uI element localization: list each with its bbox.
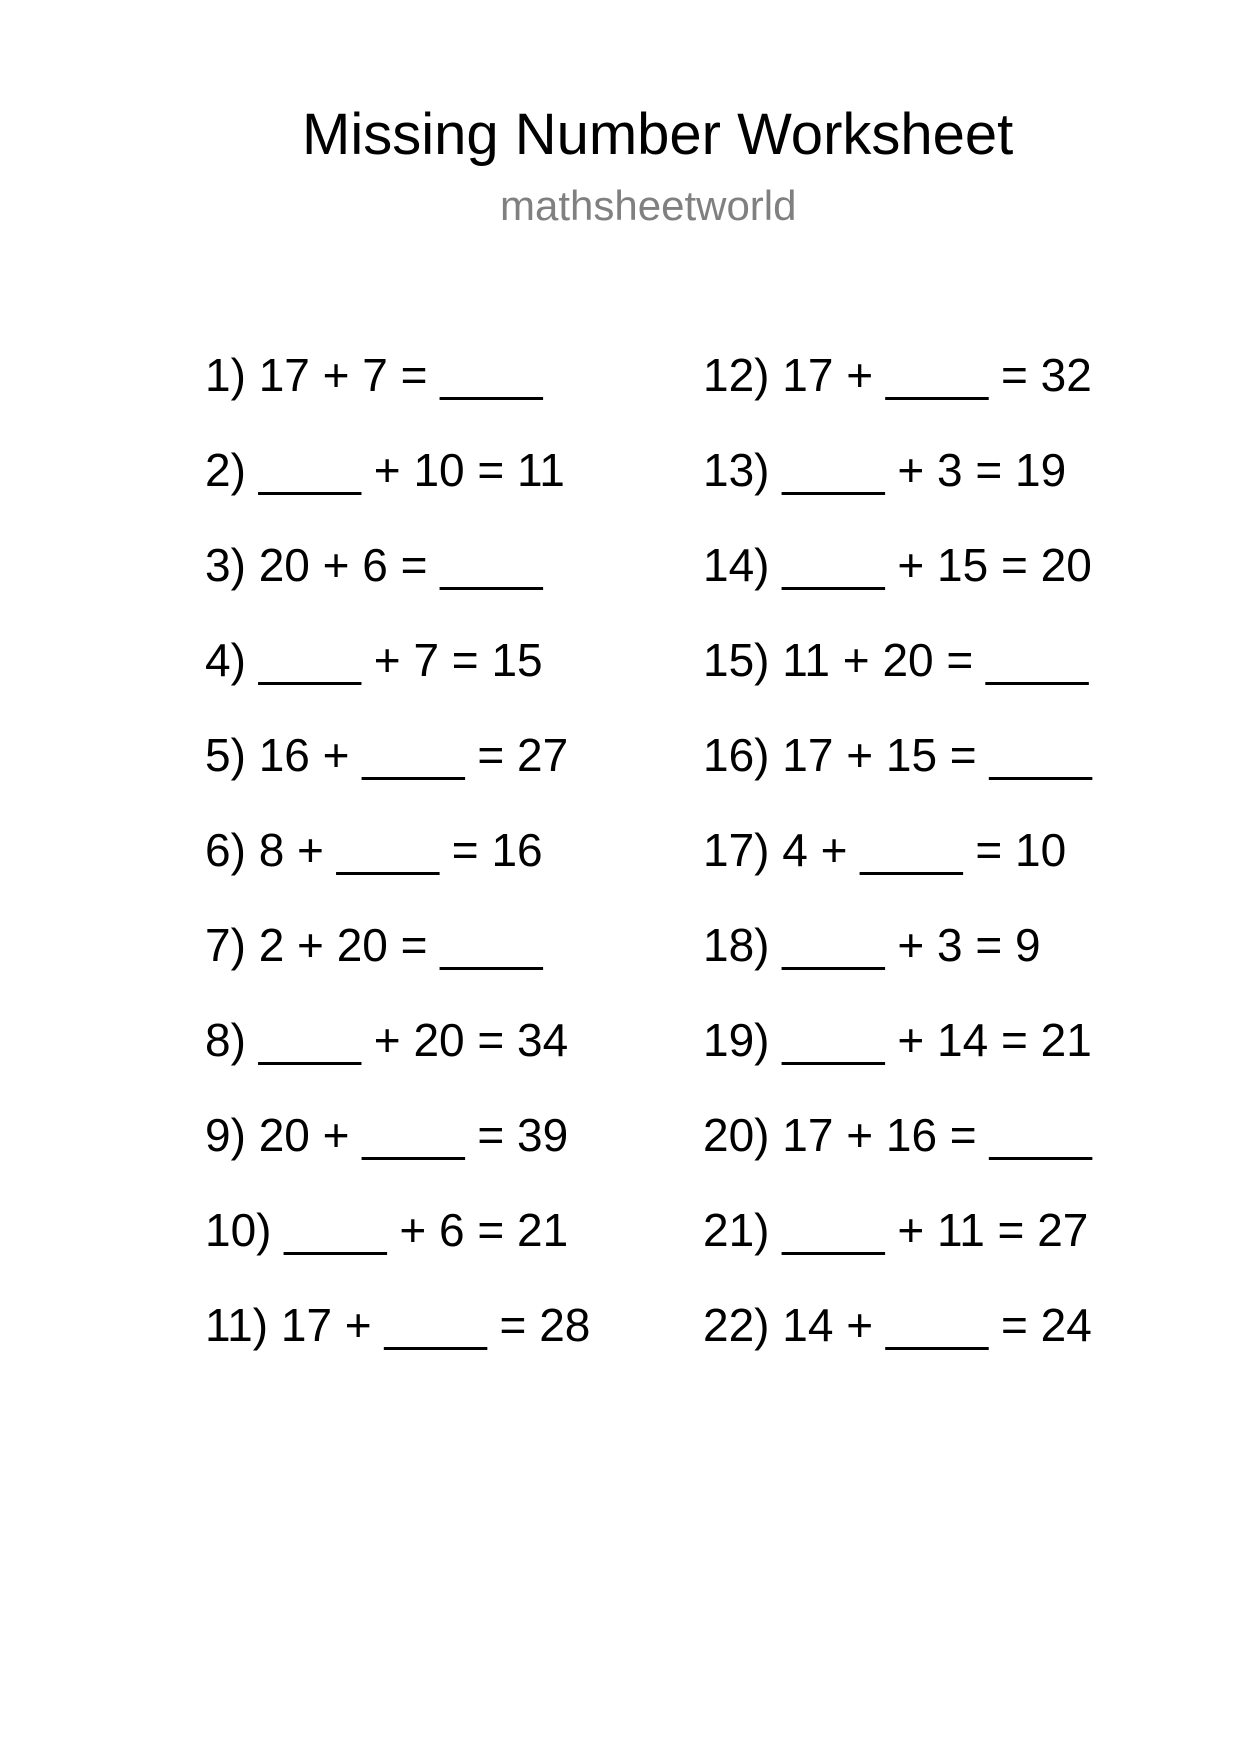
problem-number: 20) [703, 1109, 770, 1161]
problem-number: 17) [703, 824, 770, 876]
problem-equation: ____ + 15 = 20 [782, 539, 1092, 591]
problem-number: 11) [205, 1299, 269, 1351]
problem-3 [205, 539, 590, 637]
problem-number: 7) [205, 919, 246, 971]
problem-equation: 17 + ____ = 32 [782, 349, 1092, 401]
problem-number: 18) [703, 919, 770, 971]
problem-number: 9) [205, 1109, 246, 1161]
problem-column-right [703, 349, 1092, 1397]
problem-number: 4) [205, 634, 246, 686]
problem-20 [703, 1109, 1092, 1207]
problem-13 [703, 444, 1092, 542]
problem-10 [205, 1204, 590, 1302]
problem-6 [205, 824, 590, 922]
worksheet-title: Missing Number Worksheet [302, 102, 1014, 167]
problem-9 [205, 1109, 590, 1207]
problem-equation: 17 + 7 = ____ [258, 349, 543, 401]
problem-number: 10) [205, 1204, 272, 1256]
problem-12 [703, 349, 1092, 447]
problem-5 [205, 729, 590, 827]
problem-equation: 2 + 20 = ____ [258, 919, 543, 971]
problem-21 [703, 1204, 1092, 1302]
problem-number: 19) [703, 1014, 770, 1066]
problem-8 [205, 1014, 590, 1112]
problem-equation: 16 + ____ = 27 [258, 729, 569, 781]
problem-equation: ____ + 11 = 27 [782, 1204, 1089, 1256]
problem-number: 3) [205, 539, 246, 591]
problem-15 [703, 634, 1092, 732]
problem-equation: ____ + 14 = 21 [782, 1014, 1092, 1066]
problem-number: 14) [703, 539, 770, 591]
problem-equation: 4 + ____ = 10 [782, 824, 1067, 876]
problem-equation: 14 + ____ = 24 [782, 1299, 1092, 1351]
problem-number: 6) [205, 824, 246, 876]
problem-14 [703, 539, 1092, 637]
problem-equation: 17 + 16 = ____ [782, 1109, 1092, 1161]
problem-number: 15) [703, 634, 770, 686]
problem-equation: 11 + 20 = ____ [782, 634, 1089, 686]
problem-column-left [205, 349, 591, 1397]
problem-2 [205, 444, 590, 542]
problem-18 [703, 919, 1092, 1017]
problem-number: 12) [703, 349, 770, 401]
problem-number: 5) [205, 729, 246, 781]
worksheet-subtitle: mathsheetworld [500, 182, 797, 229]
problem-equation: 17 + ____ = 28 [280, 1299, 591, 1351]
problem-19 [703, 1014, 1092, 1112]
problem-number: 21) [703, 1204, 770, 1256]
problem-equation: 8 + ____ = 16 [258, 824, 543, 876]
problem-equation: ____ + 7 = 15 [258, 634, 543, 686]
problem-number: 1) [205, 349, 246, 401]
problem-16 [703, 729, 1092, 827]
problem-7 [205, 919, 590, 1017]
problem-number: 2) [205, 444, 246, 496]
problem-equation: ____ + 3 = 19 [782, 444, 1067, 496]
problem-11 [205, 1299, 591, 1397]
problem-17 [703, 824, 1092, 922]
problem-22 [703, 1299, 1092, 1397]
problem-number: 16) [703, 729, 770, 781]
problem-4 [205, 634, 590, 732]
problem-equation: ____ + 3 = 9 [782, 919, 1041, 971]
problem-equation: 17 + 15 = ____ [782, 729, 1092, 781]
problem-equation: ____ + 6 = 21 [284, 1204, 569, 1256]
problem-number: 13) [703, 444, 770, 496]
problem-equation: 20 + 6 = ____ [258, 539, 543, 591]
problem-number: 22) [703, 1299, 770, 1351]
problem-number: 8) [205, 1014, 246, 1066]
problem-equation: ____ + 10 = 11 [258, 444, 565, 496]
problem-equation: 20 + ____ = 39 [258, 1109, 569, 1161]
problem-equation: ____ + 20 = 34 [258, 1014, 569, 1066]
problem-1 [205, 349, 590, 447]
